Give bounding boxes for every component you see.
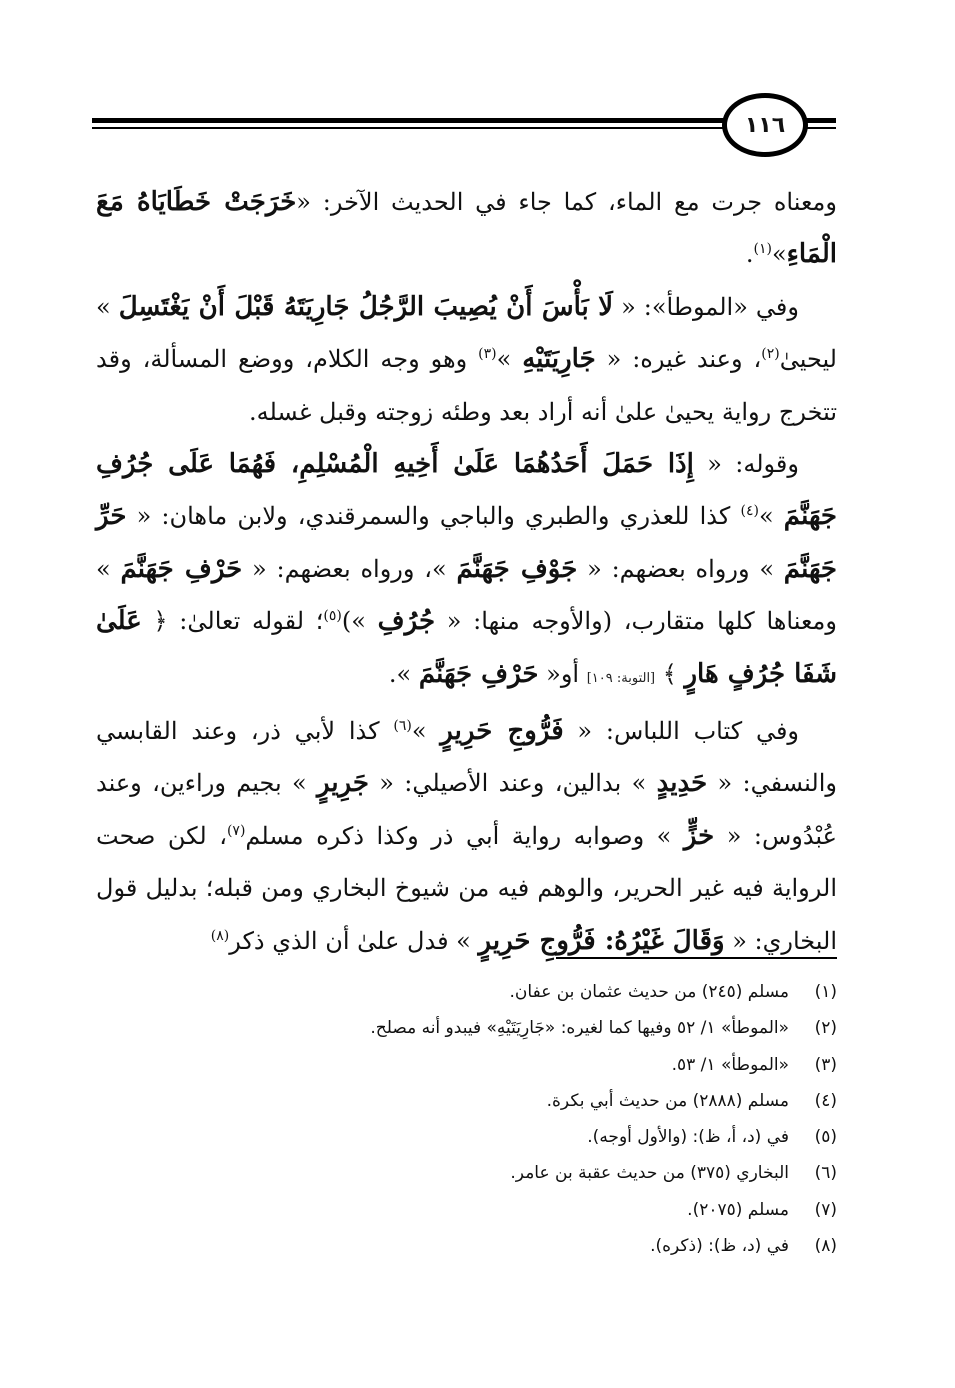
- footnote-number: (٢): [814, 1018, 837, 1039]
- text-run: ؛ لقوله تعالىٰ: ﴿: [141, 607, 324, 636]
- footnote-marker: (٦): [393, 718, 412, 735]
- quoted-text: خزٍّ: [683, 820, 715, 851]
- quoted-text: إِذَا حَمَلَ أَحَدُهُمَا عَلَىٰ أَخِيهِ الْمُسْلِمِ، فَهُمَا عَلَى جُرُفِ جَهَنَّمَ: [96, 449, 838, 532]
- text-run: وفي «الموطأ»: «: [613, 292, 799, 321]
- text-run: أو«: [538, 659, 587, 688]
- paragraph: [96, 281, 837, 438]
- text-run: وفي كتاب اللباس: «: [563, 717, 800, 746]
- text-run: » بجيم وراءين، وعند عُبْدُوس: «: [96, 769, 837, 850]
- footnote-number: (١): [814, 982, 837, 1002]
- text-run: » ومعناها كلها متقارب، (والأوجه منها: «: [96, 554, 838, 636]
- text-run: ، لكن صحت الرواية فيه غير الحرير، والوهم فيه من شيوخ البخاري ومن قبله؛ بدليل قول البخاري: «: [96, 821, 837, 955]
- footnote-marker: (٥): [323, 608, 342, 625]
- footnote-text: في (د، أ، ظ): (والأول أوجه).: [587, 1127, 789, 1148]
- footnote-item: [150, 1083, 837, 1119]
- footnotes: [150, 974, 837, 1264]
- text-run: ، وعند غيره: «: [595, 345, 762, 374]
- footnote-marker: (٣): [478, 346, 497, 363]
- page-number-badge: [722, 93, 808, 157]
- text-run: ومعناه جرت مع الماء، كما جاء في الحديث الآخر: «: [296, 188, 837, 216]
- text-run: »: [496, 345, 523, 374]
- header-rule: [92, 118, 737, 132]
- footnote-item: [150, 1010, 837, 1046]
- text-run: وهو وجه الكلام، ووضع المسألة، وقد تتخرج رواية يحيىٰ علىٰ أنه أراد بعد وطئه زوجته وقبل غسله.: [96, 345, 837, 426]
- footnote-number: (٤): [814, 1090, 837, 1111]
- text-run: »: [411, 717, 441, 746]
- footnote-number: (٣): [814, 1054, 837, 1075]
- text-run: » ورواه بعضهم: «: [577, 554, 784, 583]
- footnote-marker: (٢): [761, 346, 780, 363]
- footnote-number: (٧): [814, 1199, 837, 1220]
- footnote-number: (٨): [814, 1236, 837, 1257]
- footnote-marker: (١): [753, 241, 772, 258]
- footnote-text: في (د، ظ): (ذكره).: [650, 1236, 789, 1257]
- footnote-text: «الموطأ» ١/ ٥٣.: [671, 1054, 789, 1075]
- page-number: ١١٦: [744, 112, 786, 138]
- footnote-item: [150, 1047, 837, 1083]
- quoted-text: جَارِيَتَيْهِ: [522, 344, 596, 375]
- footnote-separator: [556, 957, 837, 959]
- footnote-item: [150, 1192, 837, 1228]
- quoted-text: فَرُّوجِ حَرِيرٍ: [440, 716, 564, 747]
- footnote-text: البخاري (٣٧٥) من حديث عقبة بن عامر.: [510, 1163, 789, 1184]
- text-run: »: [758, 502, 784, 531]
- footnote-text: «الموطأ» ١/ ٥٢ وفيها كما لغيره: «جَارِيَتَيْهِ» فيبدو أنه مصلح.: [370, 1018, 789, 1039]
- footnote-item: [150, 1155, 837, 1191]
- footnote-item: [150, 1228, 837, 1264]
- quoted-text: وَقَالَ غَيْرُهُ: فَرُّوجِ حَرِيرٍ: [478, 925, 725, 956]
- text-run: » فدل علىٰ أن الذي ذكر: [229, 926, 479, 955]
- text-run: ».: [388, 659, 419, 688]
- quoted-text: جُرُفِ: [377, 606, 436, 637]
- text-run: » ليحيىٰ: [96, 292, 837, 374]
- quoted-text: جَرِيرٍ: [316, 768, 369, 799]
- footnote-marker: (٧): [226, 822, 246, 839]
- verse-reference: [التوبة: ١٠٩]: [586, 670, 656, 686]
- footnote-number: (٥): [814, 1127, 837, 1148]
- text-run: » وصوابه رواية أبي ذر وكذا ذكره مسلم: [245, 821, 684, 850]
- text-run: .: [745, 240, 754, 269]
- footnote-item: [150, 974, 837, 1010]
- quoted-text: حَدِيدٍ: [656, 768, 708, 799]
- quoted-text: عَلَىٰ شَفَا جُرُفٍ هَارٍ: [96, 606, 837, 689]
- quoted-text: خَرَجَتْ خَطَايَاهُ مَعَ الْمَاءِ: [96, 187, 837, 270]
- footnote-text: مسلم (٢٨٨٨) من حديث أبي بكرة.: [546, 1090, 789, 1111]
- text-run: ﴾: [655, 659, 685, 688]
- text-run: »): [341, 607, 378, 636]
- footnote-marker: (٨): [210, 927, 230, 944]
- text-run: »، ورواه بعضهم: «: [242, 554, 457, 583]
- quoted-text: جَوْفِ جَهَنَّمَ: [456, 553, 578, 584]
- text-run: كذا للعذري والطبري والباجي والسمرقندي، ولابن ماهان: «: [126, 502, 741, 531]
- footnote-text: مسلم (٢٤٥) من حديث عثمان بن عفان.: [509, 982, 789, 1002]
- paragraph: [96, 176, 837, 281]
- text-run: »: [771, 240, 787, 269]
- quoted-text: حَرْفِ جَهَنَّمَ: [418, 658, 539, 689]
- text-run: كذا لأبي ذر، وعند القابسي والنسفي: «: [96, 717, 837, 798]
- footnote-marker: (٤): [740, 503, 759, 520]
- quoted-text: حَرْفِ جَهَنَّمَ: [120, 553, 243, 584]
- text-run: وقوله: «: [693, 450, 799, 479]
- paragraph: [96, 705, 837, 967]
- text-run: » بدالين، وعند الأصيلي: «: [368, 769, 657, 798]
- quoted-text: لَا بَأْسَ أَنْ يُصِيبَ الرَّجُلُ جَارِيَتَهُ قَبْلَ أَنْ يَغْتَسِلَ: [118, 291, 614, 322]
- quoted-text: حَرِّ جَهَنَّمَ: [96, 501, 838, 584]
- footnote-text: مسلم (٢٠٧٥).: [687, 1199, 789, 1220]
- footnote-item: [150, 1119, 837, 1155]
- footnote-number: (٦): [814, 1163, 837, 1184]
- paragraph: [96, 438, 837, 705]
- body-text: [96, 176, 837, 967]
